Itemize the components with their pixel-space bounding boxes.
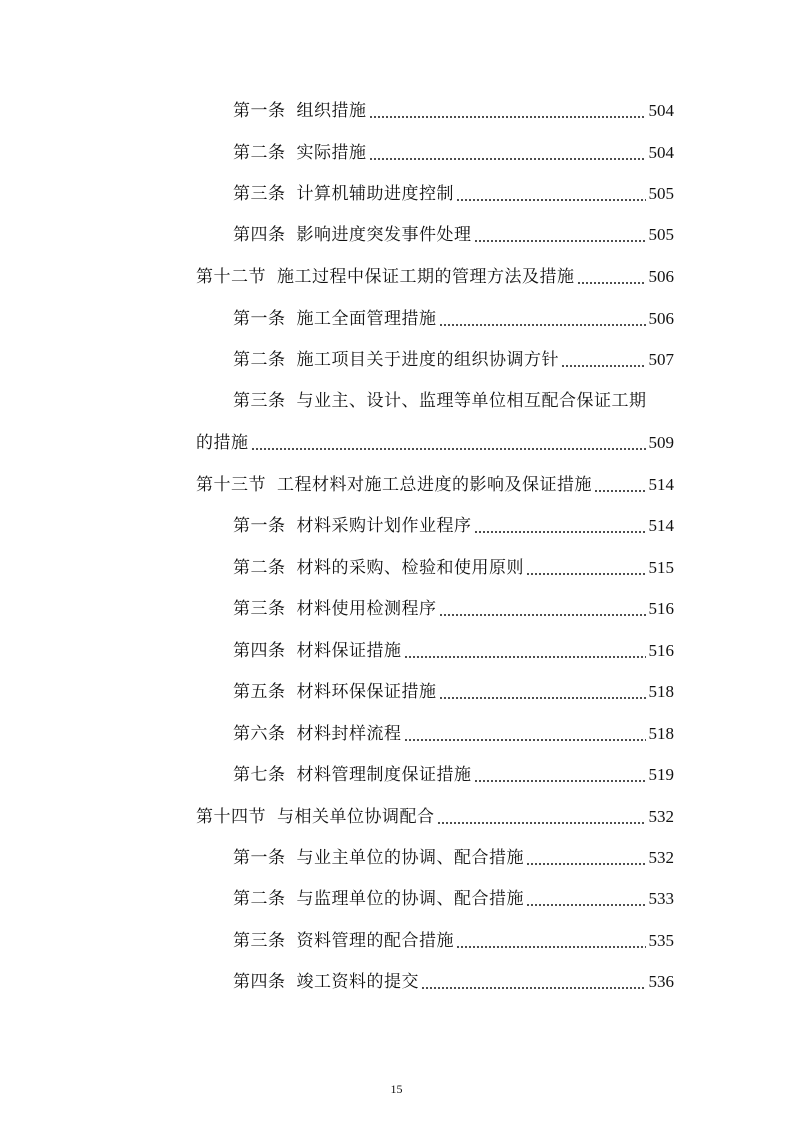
toc-entry[interactable] bbox=[233, 843, 674, 869]
toc-entry-page-number: 509 bbox=[648, 433, 674, 452]
toc-entry-title: 施工项目关于进度的组织协调方针 bbox=[296, 350, 559, 370]
toc-entry-page-number: 507 bbox=[648, 350, 674, 369]
toc-entry-title: 材料封样流程 bbox=[296, 724, 402, 744]
toc-entry-page-number: 506 bbox=[648, 267, 674, 286]
toc-entry-page-number: 519 bbox=[648, 765, 674, 784]
toc-entry-prefix: 第十二节 bbox=[196, 267, 266, 287]
toc-entry-prefix: 第三条 bbox=[233, 931, 286, 951]
toc-entry-title: 实际措施 bbox=[296, 143, 367, 163]
toc-entry-prefix: 第二条 bbox=[233, 558, 286, 578]
toc-entry-title: 与相关单位协调配合 bbox=[277, 807, 435, 827]
toc-entry-wrapped-second-line[interactable] bbox=[196, 428, 674, 454]
toc-entry-prefix: 第十四节 bbox=[196, 807, 266, 827]
toc-entry[interactable] bbox=[233, 96, 674, 122]
toc-entry-prefix: 第二条 bbox=[233, 350, 286, 370]
toc-section-entry[interactable] bbox=[196, 262, 674, 288]
toc-entry-page-number: 516 bbox=[648, 599, 674, 618]
toc-entry-prefix: 第二条 bbox=[233, 143, 286, 163]
toc-entry-wrapped-first-line[interactable] bbox=[233, 390, 647, 412]
toc-entry-title: 材料使用检测程序 bbox=[296, 599, 437, 619]
toc-entry-prefix: 第五条 bbox=[233, 682, 286, 702]
toc-entry-title: 工程材料对施工总进度的影响及保证措施 bbox=[277, 475, 592, 495]
toc-entry[interactable] bbox=[233, 926, 674, 952]
toc-entry-prefix: 第三条 bbox=[233, 391, 286, 411]
dot-leader bbox=[526, 888, 646, 910]
toc-entry-page-number: 516 bbox=[648, 641, 674, 660]
toc-entry[interactable] bbox=[233, 553, 674, 579]
toc-entry-page-number: 536 bbox=[648, 972, 674, 991]
toc-entry[interactable] bbox=[233, 304, 674, 330]
toc-entry-prefix: 第四条 bbox=[233, 225, 286, 245]
toc-entry-title: 计算机辅助进度控制 bbox=[296, 184, 454, 204]
toc-entry-page-number: 504 bbox=[648, 143, 674, 162]
dot-leader bbox=[474, 224, 646, 246]
toc-entry[interactable] bbox=[233, 511, 674, 537]
dot-leader bbox=[369, 142, 646, 164]
toc-entry-title: 材料保证措施 bbox=[296, 641, 402, 661]
toc-entry-title-continued: 的措施 bbox=[196, 433, 249, 453]
toc-entry[interactable] bbox=[233, 760, 674, 786]
toc-entry-prefix: 第三条 bbox=[233, 599, 286, 619]
dot-leader bbox=[251, 432, 646, 454]
toc-entry-prefix: 第四条 bbox=[233, 641, 286, 661]
dot-leader bbox=[439, 308, 646, 330]
toc-entry-title: 材料管理制度保证措施 bbox=[296, 765, 472, 785]
toc-entry-prefix: 第一条 bbox=[233, 516, 286, 536]
toc-entry-page-number: 514 bbox=[648, 516, 674, 535]
toc-entry-title: 与业主、设计、监理等单位相互配合保证工期 bbox=[296, 391, 647, 411]
dot-leader bbox=[594, 474, 646, 496]
toc-entry-page-number: 518 bbox=[648, 724, 674, 743]
dot-leader bbox=[456, 930, 646, 952]
toc-entry[interactable] bbox=[233, 884, 674, 910]
dot-leader bbox=[421, 971, 646, 993]
toc-entry-page-number: 535 bbox=[648, 931, 674, 950]
toc-entry-page-number: 518 bbox=[648, 682, 674, 701]
toc-entry-title: 施工全面管理措施 bbox=[296, 309, 437, 329]
dot-leader bbox=[456, 183, 646, 205]
dot-leader bbox=[404, 723, 646, 745]
toc-entry-prefix: 第三条 bbox=[233, 184, 286, 204]
toc-entry[interactable] bbox=[233, 636, 674, 662]
toc-entry-prefix: 第二条 bbox=[233, 889, 286, 909]
toc-entry-title: 资料管理的配合措施 bbox=[296, 931, 454, 951]
toc-entry-page-number: 532 bbox=[648, 848, 674, 867]
dot-leader bbox=[577, 266, 646, 288]
dot-leader bbox=[439, 681, 646, 703]
toc-entry[interactable] bbox=[233, 345, 674, 371]
toc-entry-page-number: 506 bbox=[648, 309, 674, 328]
page-footer-number: 15 bbox=[390, 1082, 403, 1096]
dot-leader bbox=[474, 515, 646, 537]
dot-leader bbox=[561, 349, 646, 371]
toc-entry[interactable] bbox=[233, 967, 674, 993]
dot-leader bbox=[404, 640, 646, 662]
toc-entry-prefix: 第七条 bbox=[233, 765, 286, 785]
toc-entry-page-number: 532 bbox=[648, 807, 674, 826]
toc-section-entry[interactable] bbox=[196, 470, 674, 496]
toc-entry-page-number: 533 bbox=[648, 889, 674, 908]
toc-entry-prefix: 第一条 bbox=[233, 309, 286, 329]
toc-entry[interactable] bbox=[233, 719, 674, 745]
toc-entry[interactable] bbox=[233, 179, 674, 205]
toc-entry-title: 材料采购计划作业程序 bbox=[296, 516, 472, 536]
toc-entry-title: 与业主单位的协调、配合措施 bbox=[296, 848, 524, 868]
dot-leader bbox=[526, 847, 646, 869]
toc-entry[interactable] bbox=[233, 138, 674, 164]
toc-entry-page-number: 514 bbox=[648, 475, 674, 494]
toc-section-entry[interactable] bbox=[196, 802, 674, 828]
toc-entry-prefix: 第六条 bbox=[233, 724, 286, 744]
toc-entry-page-number: 515 bbox=[648, 558, 674, 577]
toc-entry-prefix: 第四条 bbox=[233, 972, 286, 992]
dot-leader bbox=[526, 557, 646, 579]
toc-entry[interactable] bbox=[233, 677, 674, 703]
dot-leader bbox=[437, 806, 646, 828]
toc-entry-title: 材料的采购、检验和使用原则 bbox=[296, 558, 524, 578]
toc-entry[interactable] bbox=[233, 594, 674, 620]
dot-leader bbox=[474, 764, 646, 786]
toc-entry-prefix: 第一条 bbox=[233, 101, 286, 121]
toc-entry-title: 施工过程中保证工期的管理方法及措施 bbox=[277, 267, 575, 287]
dot-leader bbox=[439, 598, 646, 620]
toc-entry-title: 与监理单位的协调、配合措施 bbox=[296, 889, 524, 909]
toc-entry-page-number: 505 bbox=[648, 184, 674, 203]
toc-entry-page-number: 505 bbox=[648, 225, 674, 244]
toc-entry[interactable] bbox=[233, 220, 674, 246]
toc-entry-page-number: 504 bbox=[648, 101, 674, 120]
toc-entry-title: 竣工资料的提交 bbox=[296, 972, 419, 992]
dot-leader bbox=[369, 100, 646, 122]
toc-entry-title: 组织措施 bbox=[296, 101, 367, 121]
toc-entry-prefix: 第一条 bbox=[233, 848, 286, 868]
toc-entry-title: 影响进度突发事件处理 bbox=[296, 225, 472, 245]
toc-entry-title: 材料环保保证措施 bbox=[296, 682, 437, 702]
toc-entry-prefix: 第十三节 bbox=[196, 475, 266, 495]
